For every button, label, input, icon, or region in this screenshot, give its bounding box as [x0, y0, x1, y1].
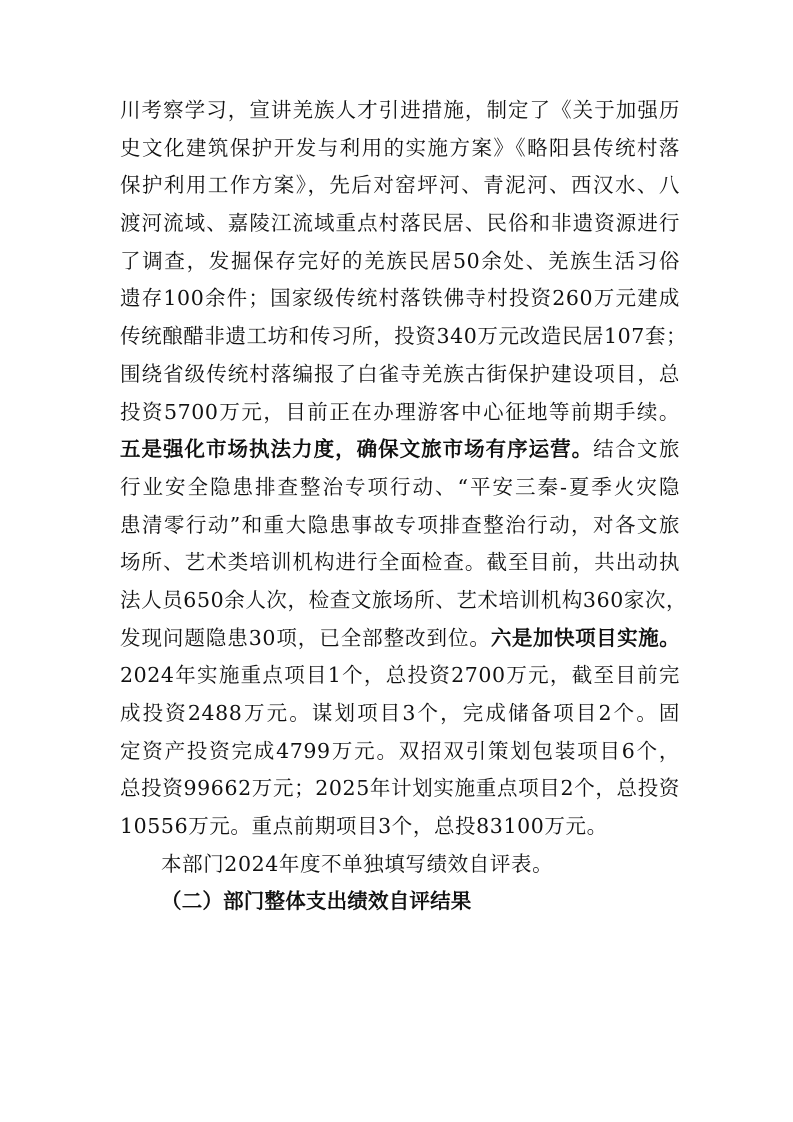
- text-fragment: 结合文旅: [593, 437, 680, 462]
- paragraph-note: 本部门2024年度不单独填写绩效自评表。: [161, 851, 554, 876]
- text-line: 传统酿醋非遗工坊和传习所，投资340万元改造民居107套；: [120, 324, 688, 349]
- text-line: 成投资2488万元。谋划项目3个，完成储备项目2个。固: [120, 701, 680, 725]
- text-line: 史文化建筑保护开发与利用的实施方案》《略阳县传统村落: [120, 135, 680, 160]
- text-line: 法人员650余人次，检查文旅场所、艺术培训机构360家次，: [120, 587, 688, 612]
- text-line: 行业安全隐患排查整治专项行动、“平安三秦-夏季火灾隐: [120, 474, 680, 499]
- text-line: 遗存100余件；国家级传统村落铁佛寺村投资260万元建成: [120, 286, 680, 311]
- text-line: [120, 431, 680, 469]
- text-line: 总投资99662万元；2025年计划实施重点项目2个，总投资: [120, 776, 680, 801]
- text-line: 2024年实施重点项目1个，总投资2700万元，截至目前完: [120, 663, 680, 688]
- text-line: 围绕省级传统村落编报了白雀寺羌族古街保护建设项目，总: [120, 361, 680, 386]
- text-line: 10556万元。重点前期项目3个，总投83100万元。: [120, 814, 608, 839]
- text-line: 场所、艺术类培训机构进行全面检查。截至目前，共出动执: [120, 550, 680, 575]
- text-line: 了调查，发掘保存完好的羌族民居50余处、羌族生活习俗: [120, 248, 680, 273]
- text-line: 患清零行动”和重大隐患事故专项排查整治行动，对各文旅: [120, 512, 680, 537]
- text-line: 投资5700万元，目前正在办理游客中心征地等前期手续。: [120, 399, 680, 424]
- body-text: [120, 92, 688, 921]
- heading-five: 五是强化市场执法力度，确保文旅市场有序运营。: [120, 437, 594, 462]
- text-line: 渡河流域、嘉陵江流域重点村落民居、民俗和非遗资源进行: [120, 211, 680, 236]
- text-line: 保护利用工作方案》，先后对窑坪河、青泥河、西汉水、八: [120, 173, 680, 198]
- section-heading: （二）部门整体支出绩效自评结果: [161, 889, 472, 914]
- text-line: 川考察学习，宣讲羌族人才引进措施，制定了《关于加强历: [120, 98, 680, 122]
- text-fragment: 发现问题隐患30项，已全部整改到位。: [120, 625, 491, 650]
- text-line: 定资产投资完成4799万元。双招双引策划包装项目6个，: [120, 738, 680, 763]
- heading-six: 六是加快项目实施。: [490, 625, 680, 650]
- text-line: [120, 620, 680, 658]
